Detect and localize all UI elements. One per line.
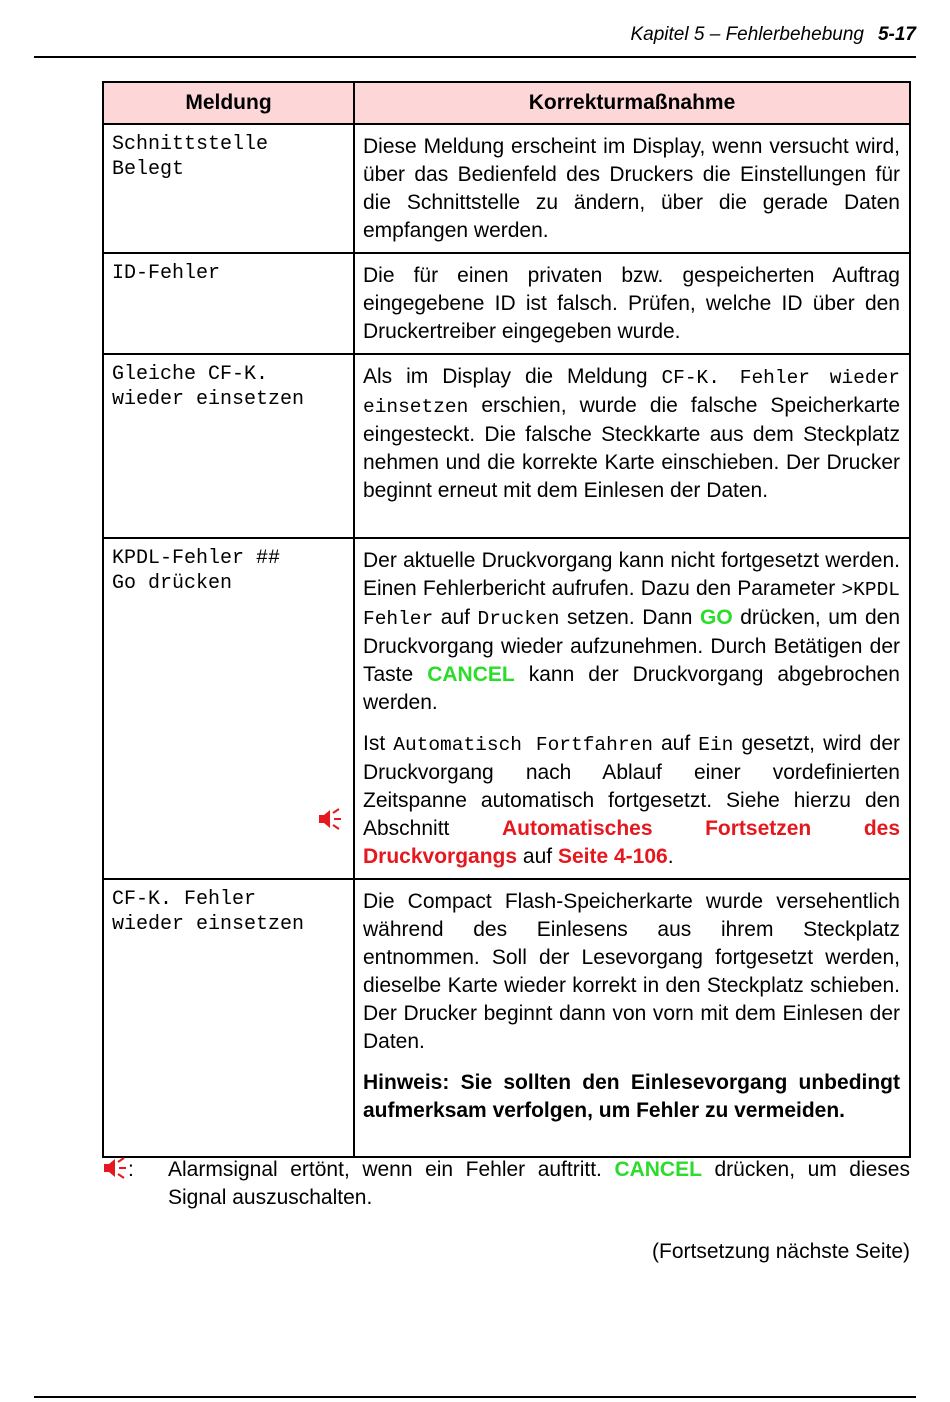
alarm-speaker-icon (102, 1157, 128, 1179)
action-text (363, 363, 900, 505)
table-row (103, 124, 910, 253)
parameter-code: Automatisch Fortfahren (393, 734, 653, 756)
chapter-title: Kapitel 5 – Fehlerbehebung (630, 24, 864, 45)
parameter-code: >KPDL Fehler (363, 579, 900, 630)
section-link[interactable]: Automatisches Fortsetzen des Druckvorgangs (363, 817, 900, 868)
note-text (168, 1156, 910, 1212)
table-row (103, 354, 910, 538)
text-fragment: Als im Display die Meldung (363, 365, 648, 388)
alarm-speaker-icon (317, 808, 343, 830)
header-text (631, 24, 917, 46)
text-fragment: drücken, um den Druckvorgang wieder aufzunehmen. Durch Betätigen der Taste (363, 606, 901, 686)
cancel-key-label: CANCEL (614, 1158, 702, 1181)
page-link[interactable]: Seite 4-106 (557, 845, 668, 868)
message-line: ID-Fehler (112, 262, 221, 285)
message-line: CF-K. Fehler (112, 888, 257, 911)
value-code: Ein (698, 734, 734, 756)
text-fragment: setzen. Dann (566, 606, 693, 629)
action-cell (354, 538, 910, 879)
text-fragment: erschien, wurde die falsche Speicherkarte eingesteckt. Die falsche Steckkarte aus dem Steckplatz nehmen und die korrekte Karte einschieben. Der Drucker beginnt erneut mit dem Einlesen der Daten. (363, 394, 900, 502)
text-fragment: drücken, um dieses Signal auszuschalten. (168, 1158, 910, 1209)
text-fragment: auf (661, 732, 691, 755)
note-colon: : (128, 1158, 134, 1181)
footer-rule (34, 1396, 916, 1398)
value-code: Drucken (477, 608, 560, 630)
page-number: 5-17 (877, 24, 916, 45)
text-fragment: kann der Druckvorgang abgebrochen werden. (363, 663, 900, 714)
action-cell (354, 124, 910, 253)
alarm-note (102, 1156, 910, 1212)
text-fragment: gesetzt, wird der Druckvorgang nach Ablauf einer vordefinierten Zeitspanne automatisch fortgesetzt. Siehe hierzu den Abschnitt (363, 732, 900, 840)
message-cell (103, 879, 354, 1157)
message-cell (103, 354, 354, 538)
action-text: Diese Meldung erscheint im Display, wenn versucht wird, über das Bedienfeld des Druckers die Einstellungen für die Schnittstelle zu ändern, über die gerade Daten empfangen werden. (363, 135, 900, 242)
message-cell (103, 538, 354, 879)
text-fragment: Ist (363, 732, 386, 755)
table-row (103, 879, 910, 1157)
action-cell (354, 354, 910, 538)
hint-text: Hinweis: Sie sollten den Einlesevorgang unbedingt aufmerksam verfolgen, um Fehler zu vermeiden. (363, 1071, 900, 1122)
column-header-message: Meldung (103, 82, 354, 124)
table-row (103, 253, 910, 354)
note-icon-wrap (102, 1156, 162, 1184)
text-fragment: Der aktuelle Druckvorgang kann nicht fortgesetzt werden. Einen Fehlerbericht aufrufen. Dazu den Parameter (363, 549, 900, 600)
column-header-action: Korrekturmaßnahme (354, 82, 910, 124)
action-cell (354, 879, 910, 1157)
message-line: Go drücken (112, 572, 233, 595)
display-message-code: CF-K. Fehler wieder einsetzen (363, 367, 900, 418)
text-fragment: auf (522, 845, 553, 868)
text-fragment: Alarmsignal ertönt, wenn ein Fehler auftritt. (168, 1158, 602, 1181)
message-line: wieder einsetzen (112, 388, 305, 411)
text-fragment: auf (440, 606, 470, 629)
error-table (102, 81, 911, 1158)
page-header (34, 24, 916, 58)
go-key-label: GO (699, 606, 733, 629)
message-cell (103, 253, 354, 354)
cancel-key-label: CANCEL (427, 663, 515, 686)
text-fragment: . (667, 845, 674, 868)
message-cell (103, 124, 354, 253)
message-line: Gleiche CF-K. (112, 363, 269, 386)
message-line: Belegt (112, 158, 185, 181)
action-text: Die Compact Flash-Speicherkarte wurde versehentlich während des Einlesens aus ihrem Steckplatz entnommen. Soll der Lesevorgang fortgesetzt werden, dieselbe Karte wieder korrekt in den Steckplatz schieben. Der Drucker beginnt dann von vorn mit dem Einlesen der Daten. (363, 890, 900, 1053)
action-paragraph (363, 730, 900, 871)
action-cell (354, 253, 910, 354)
message-line: KPDL-Fehler ## (112, 547, 281, 570)
table-header-row (103, 82, 910, 124)
action-paragraph (363, 547, 900, 717)
message-line: Schnittstelle (112, 133, 269, 156)
action-text: Die für einen privaten bzw. gespeicherten Auftrag eingegebene ID ist falsch. Prüfen, welche ID über den Druckertreiber eingegeben wurde. (363, 264, 900, 343)
table-row (103, 538, 910, 879)
message-line: wieder einsetzen (112, 913, 305, 936)
continuation-note: (Fortsetzung nächste Seite) (652, 1240, 910, 1263)
